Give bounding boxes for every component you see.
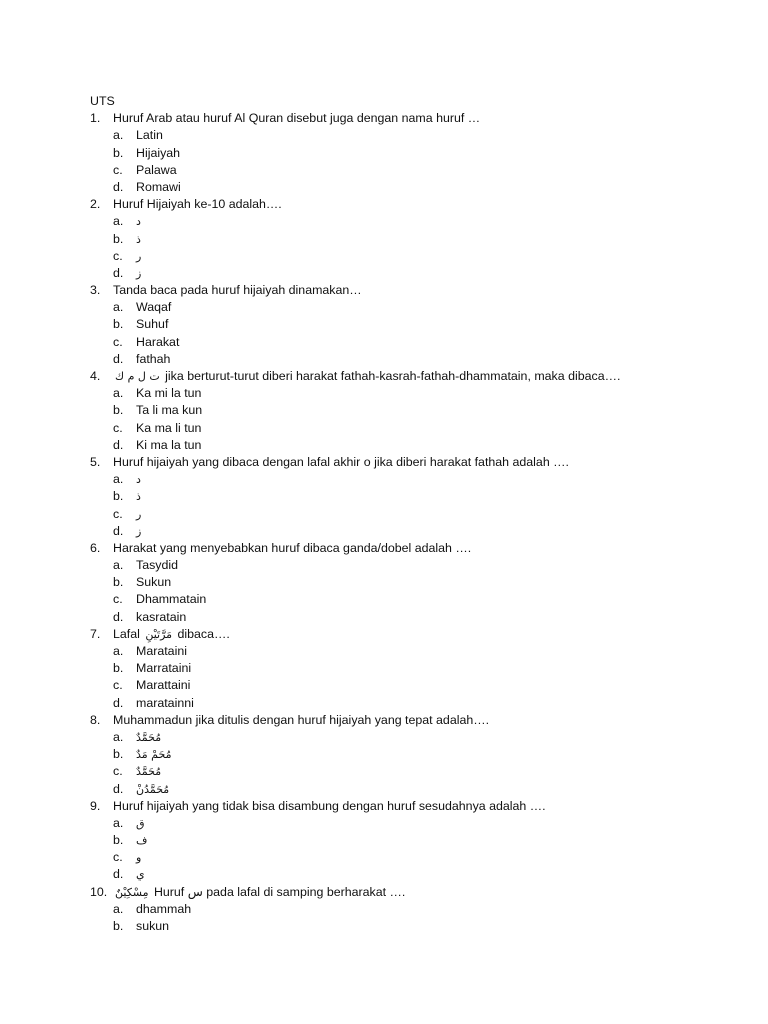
question-text: jika berturut-turut diberi harakat fathah-kasrah-fathah-dhammatain, maka dibaca….: [165, 369, 621, 383]
option-letter: a.: [113, 214, 124, 229]
option-letter: a.: [113, 729, 124, 744]
question-text: dibaca….: [177, 626, 230, 641]
option-text: مُحَمَّدٌ: [136, 730, 162, 744]
answer-option: [90, 781, 740, 798]
answer-option: [90, 815, 740, 832]
option-letter: d.: [113, 351, 124, 366]
answer-option: [90, 488, 740, 505]
option-text: fathah: [136, 351, 171, 366]
answer-option: [90, 162, 740, 179]
option-text: Marataini: [136, 644, 187, 658]
option-text: Dhammatain: [136, 592, 207, 607]
option-text: Suhuf: [136, 317, 169, 332]
option-text: مُحَمَّدُنْ: [136, 782, 170, 796]
answer-option: [90, 609, 740, 626]
option-text: Marrataini: [136, 661, 192, 676]
option-text: Harakat: [136, 334, 180, 349]
answer-option: [90, 471, 740, 488]
option-letter: b.: [113, 833, 124, 848]
answer-option: [90, 334, 740, 351]
option-letter: a.: [113, 386, 124, 401]
option-letter: c.: [113, 334, 123, 349]
question-text: Huruf hijaiyah yang tidak bisa disambung dengan huruf sesudahnya adalah ….: [113, 798, 546, 813]
option-letter: a.: [113, 901, 124, 916]
option-text: ز: [136, 524, 142, 538]
question-8: [90, 712, 740, 729]
option-text: Latin: [136, 128, 163, 143]
option-letter: c.: [113, 162, 123, 177]
answer-option: [90, 746, 740, 763]
answer-option: [90, 695, 740, 712]
option-text: sukun: [136, 919, 170, 933]
option-letter: b.: [113, 747, 124, 762]
option-letter: d.: [113, 867, 124, 882]
arabic-text: مَرَّتَيْنِ: [145, 627, 173, 641]
exam-document: [90, 93, 740, 935]
answer-option: [90, 265, 740, 282]
option-text: kasratain: [136, 609, 187, 624]
option-text: ر: [136, 507, 142, 521]
option-letter: d.: [113, 437, 124, 452]
question-number: 4.: [90, 369, 101, 383]
question-5: [90, 454, 740, 471]
answer-option: [90, 299, 740, 316]
question-number: 1.: [90, 111, 101, 126]
answer-option: [90, 248, 740, 265]
question-7: [90, 626, 740, 643]
question-text: Muhammadun jika ditulis dengan huruf hijaiyah yang tepat adalah….: [113, 712, 490, 727]
option-letter: a.: [113, 472, 124, 487]
option-text: Ka ma li tun: [136, 420, 202, 435]
option-letter: c.: [113, 506, 123, 521]
option-letter: b.: [113, 575, 124, 590]
option-letter: b.: [113, 231, 124, 246]
answer-option: [90, 866, 740, 883]
option-letter: d.: [113, 523, 124, 538]
answer-option: [90, 643, 740, 660]
question-text: Harakat yang menyebabkan huruf dibaca ganda/dobel adalah ….: [113, 540, 472, 555]
option-letter: a.: [113, 558, 124, 573]
answer-option: [90, 918, 740, 935]
option-text: ذ: [136, 490, 141, 504]
question-text: Huruf Arab atau huruf Al Quran disebut juga dengan nama huruf …: [113, 111, 481, 126]
question-text: Huruf Hijaiyah ke-10 adalah….: [113, 197, 282, 212]
option-letter: c.: [113, 248, 123, 263]
arabic-text: مِسْكِيْنٌ: [115, 885, 149, 899]
question-text: Huruf س pada lafal di samping berharakat ….: [153, 884, 406, 899]
option-letter: a.: [113, 644, 124, 658]
option-text: ي: [136, 868, 145, 882]
question-4: [90, 368, 740, 385]
option-text: Tasydid: [136, 558, 179, 573]
option-text: ذ: [136, 232, 141, 246]
answer-option: [90, 574, 740, 591]
option-letter: d.: [113, 179, 124, 194]
question-9: [90, 798, 740, 815]
option-text: د: [136, 473, 141, 487]
answer-option: [90, 901, 740, 918]
answer-option: [90, 557, 740, 574]
option-text: Palawa: [136, 162, 177, 177]
option-text: maratainni: [136, 695, 194, 710]
question-text: Tanda baca pada huruf hijaiyah dinamakan…: [113, 283, 362, 298]
option-letter: d.: [113, 781, 124, 796]
document-title: UTS: [90, 94, 115, 108]
option-letter: c.: [113, 420, 123, 435]
option-text: و: [136, 851, 142, 865]
option-text: Waqaf: [136, 300, 172, 315]
question-number: 6.: [90, 540, 101, 555]
question-3: [90, 282, 740, 299]
answer-option: [90, 729, 740, 746]
option-letter: c.: [113, 592, 123, 607]
answer-option: [90, 385, 740, 402]
answer-option: [90, 849, 740, 866]
question-number: 9.: [90, 798, 101, 813]
question-1: [90, 110, 740, 127]
answer-option: [90, 677, 740, 694]
question-number: 7.: [90, 626, 101, 641]
answer-option: [90, 591, 740, 608]
answer-option: [90, 523, 740, 540]
answer-option: [90, 402, 740, 419]
option-text: Ki ma la tun: [136, 437, 202, 452]
question-number: 2.: [90, 197, 101, 212]
question-number: 5.: [90, 454, 101, 469]
option-letter: b.: [113, 145, 124, 160]
answer-option: [90, 145, 740, 162]
question-number: 8.: [90, 712, 101, 727]
option-letter: b.: [113, 489, 124, 504]
option-letter: a.: [113, 815, 124, 830]
option-letter: b.: [113, 919, 124, 933]
option-text: Hijaiyah: [136, 145, 181, 160]
question-text: Huruf hijaiyah yang dibaca dengan lafal akhir o jika diberi harakat fathah adalah ….: [113, 454, 569, 469]
option-text: مُحَمَّدٌ: [136, 765, 162, 779]
answer-option: [90, 213, 740, 230]
answer-option: [90, 437, 740, 454]
answer-option: [90, 832, 740, 849]
question-text-prefix: Lafal: [113, 626, 140, 641]
arabic-text: ت ل م ك: [115, 370, 160, 383]
answer-option: [90, 420, 740, 437]
option-text: ر: [136, 249, 142, 263]
option-letter: d.: [113, 265, 124, 280]
option-text: ف: [136, 834, 148, 848]
answer-option: [90, 351, 740, 368]
option-text: ق: [136, 816, 145, 830]
option-letter: d.: [113, 695, 124, 710]
option-text: Marattaini: [136, 678, 191, 693]
question-number: 10.: [90, 884, 108, 899]
option-letter: a.: [113, 300, 124, 315]
option-text: Ta li ma kun: [136, 403, 203, 418]
option-letter: c.: [113, 850, 123, 865]
option-letter: c.: [113, 764, 123, 779]
question-list: [90, 110, 740, 935]
option-text: dhammah: [136, 901, 192, 916]
option-text: Ka mi la tun: [136, 386, 202, 401]
answer-option: [90, 231, 740, 248]
option-text: Romawi: [136, 179, 181, 194]
option-letter: a.: [113, 128, 124, 143]
answer-option: [90, 179, 740, 196]
answer-option: [90, 660, 740, 677]
option-text: د: [136, 215, 141, 229]
option-letter: b.: [113, 661, 124, 676]
question-number: 3.: [90, 283, 101, 298]
question-2: [90, 196, 740, 213]
answer-option: [90, 506, 740, 523]
question-6: [90, 540, 740, 557]
option-text: مُحَمْ مَدٌ: [136, 748, 172, 762]
answer-option: [90, 127, 740, 144]
option-letter: b.: [113, 317, 124, 332]
option-text: Sukun: [136, 575, 172, 590]
option-letter: d.: [113, 609, 124, 624]
answer-option: [90, 763, 740, 780]
answer-option: [90, 316, 740, 333]
question-10: [90, 884, 740, 901]
option-letter: c.: [113, 678, 123, 693]
option-letter: b.: [113, 403, 124, 418]
option-text: ز: [136, 266, 142, 280]
